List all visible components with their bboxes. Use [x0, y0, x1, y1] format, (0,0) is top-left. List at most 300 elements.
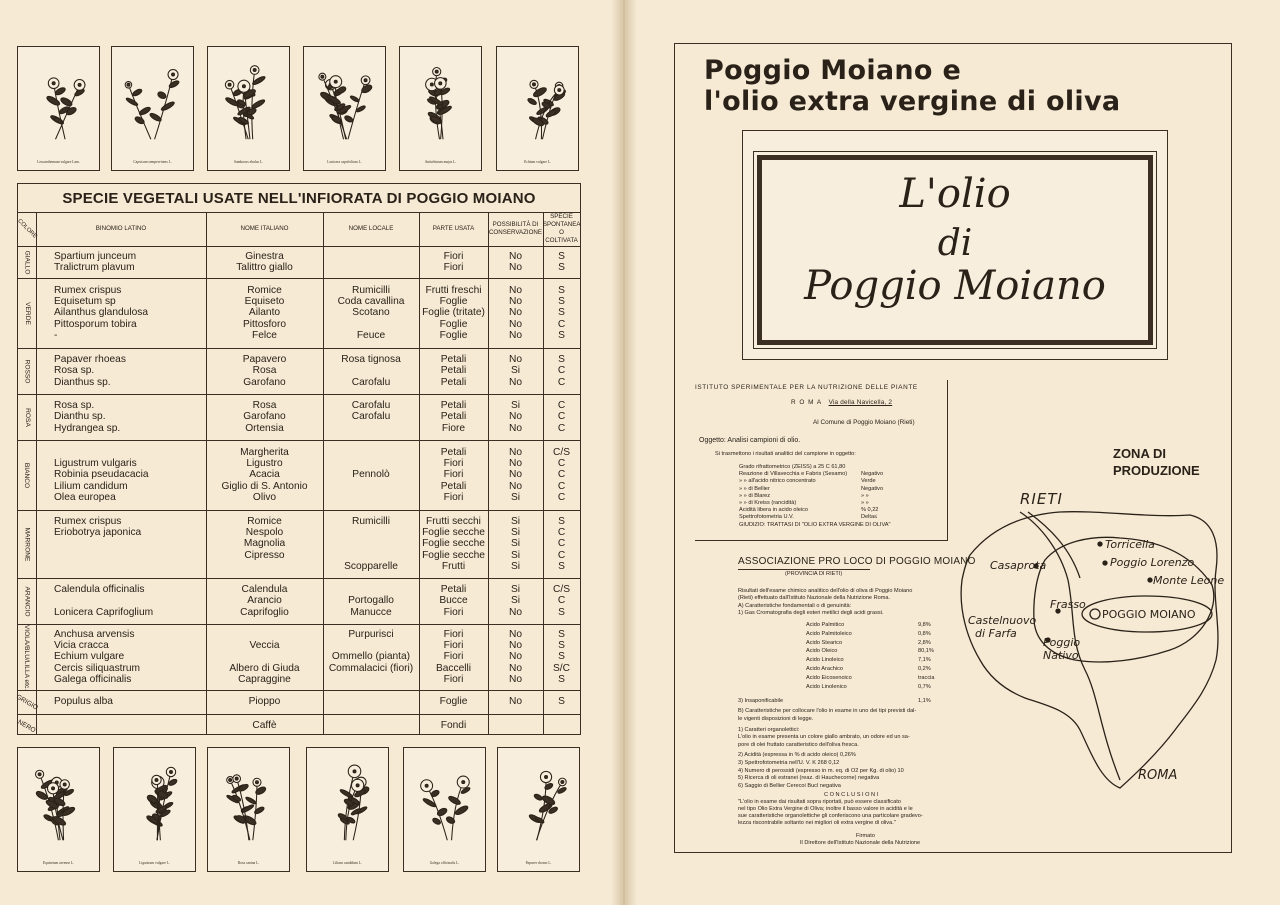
- plate-caption: Leucanthemum vulgare Lam.: [37, 160, 80, 164]
- color-name: ARANCIO: [23, 585, 31, 617]
- cell-line: Rumex crispus: [54, 284, 122, 296]
- cell-line: S: [558, 639, 565, 651]
- color-group-label: [14, 690, 40, 714]
- production-zone-title: [1113, 445, 1200, 479]
- cell-line: Petali: [440, 353, 467, 365]
- result-label: Spettrofotometria U.V.: [739, 514, 794, 521]
- cell-line: S: [558, 628, 565, 640]
- cell-line: Lilium candidum: [54, 480, 128, 492]
- cell-cons: [488, 516, 543, 573]
- cell-line: [323, 481, 419, 492]
- fatty-acid-list: [806, 622, 943, 692]
- cell-line: Fiori: [443, 250, 464, 262]
- column-header: NOME ITALIANO: [240, 225, 289, 232]
- row-rule: [18, 440, 580, 441]
- cell-line: S: [558, 330, 565, 342]
- cell-line: Ligustrum vulgaris: [54, 457, 137, 469]
- cell-line: Fiori: [443, 261, 464, 273]
- color-name: BIANCO: [23, 462, 31, 488]
- map-label-poggio: Poggio: [1043, 636, 1081, 649]
- institute-recipient: Al Comune di Poggio Moiano (Rieti): [813, 419, 915, 426]
- cell-line: No: [508, 651, 523, 663]
- cell-line: Margherita: [240, 446, 289, 458]
- cell-line: Rumex crispus: [54, 515, 122, 527]
- acid-name: Acido Palmitoleico: [806, 630, 852, 637]
- result-row: [739, 500, 939, 507]
- cell-line: Rumicilli: [352, 515, 390, 527]
- column-header: COLORE: [16, 218, 38, 240]
- cell-local: [323, 251, 419, 274]
- cell-line: Ommello (pianta): [331, 651, 411, 663]
- production-zone-map: [950, 480, 1230, 800]
- result-row: [739, 471, 939, 478]
- report-item: [738, 727, 943, 735]
- cell-line: -: [54, 330, 58, 342]
- cell-line: Hydrangea sp.: [54, 422, 121, 434]
- cell-line: C/S: [553, 446, 570, 458]
- cell-line: C: [557, 492, 566, 504]
- result-row: [739, 507, 939, 514]
- color-group-label: [18, 348, 36, 394]
- cell-line: Si: [510, 515, 521, 527]
- cell-line: Si: [510, 492, 521, 504]
- botanical-illustration: [312, 55, 379, 146]
- cell-line: Caffè: [252, 720, 277, 732]
- cell-line: Rosa: [252, 365, 277, 377]
- cell-line: S: [558, 284, 565, 296]
- color-name: MARRONE: [23, 527, 31, 561]
- botanical-illustration: [120, 55, 187, 146]
- cell-line: No: [508, 446, 523, 458]
- cell-part: [419, 696, 488, 707]
- map-label-castelnuovo: Castelnuovo: [968, 614, 1037, 627]
- cell-line: Si: [510, 526, 521, 538]
- cell-line: Echium vulgare: [54, 651, 125, 663]
- cell-line: Talittro giallo: [236, 261, 293, 273]
- column-header: NOME LOCALE: [348, 225, 394, 232]
- acid-name: Acido Palmitico: [806, 622, 845, 628]
- acid-value: 0,7%: [918, 683, 931, 690]
- result-row: [739, 493, 939, 500]
- cell-latin: [54, 629, 140, 686]
- color-name: ROSA: [23, 407, 31, 427]
- botanical-plate: [113, 747, 196, 872]
- cell-line: [54, 595, 153, 606]
- institute-judgment: GIUDIZIO: TRATTASI DI "OLIO EXTRA VERGINE DI OLIVA": [739, 522, 891, 528]
- report-item: [738, 734, 943, 742]
- botanical-plate: [303, 46, 386, 171]
- conclusion-line: sue caratteristiche organolettiche gli conferiscono una particolare gradevo-: [738, 813, 923, 820]
- result-row: [739, 464, 939, 471]
- cell-line: Si: [510, 399, 521, 411]
- result-row: [739, 514, 939, 521]
- result-value: Negativo: [861, 471, 884, 478]
- cell-line: No: [508, 639, 523, 651]
- acid-row: [806, 631, 943, 640]
- color-name: VIOLA/BLU/LILLA etc.: [23, 624, 31, 690]
- botanical-illustration: [408, 55, 475, 146]
- cell-italian: [206, 516, 323, 573]
- result-label: » » di Bellier: [739, 485, 770, 492]
- cell-line: No: [508, 411, 523, 423]
- cell-line: Ailanto: [248, 307, 281, 319]
- result-label: » » di Kreiss (rancidità): [739, 499, 797, 506]
- cell-line: No: [508, 295, 523, 307]
- cell-line: Ortensia: [245, 422, 284, 434]
- cell-line: Garofano: [243, 411, 286, 423]
- plate-caption: Sambucus ebulus L.: [233, 160, 264, 164]
- cell-local: [323, 720, 419, 731]
- cell-part: [419, 629, 488, 686]
- cell-line: No: [508, 696, 523, 708]
- cell-line: Caprifoglio: [240, 606, 289, 618]
- cell-line: [54, 561, 141, 572]
- acid-row: [806, 648, 943, 657]
- cell-cons: [488, 285, 543, 342]
- table-title: SPECIE VEGETALI USATE NELL'INFIORATA DI POGGIO MOIANO: [18, 184, 580, 213]
- cell-italian: [206, 584, 323, 618]
- cell-line: Foglie (tritate): [422, 307, 485, 319]
- cell-line: Pennolò: [352, 469, 390, 481]
- headline-line1: Poggio Moiano e: [704, 55, 962, 86]
- cell-line: Pittosporum tobira: [54, 318, 137, 330]
- institute-address: Via della Navicella, 2: [828, 399, 893, 406]
- acid-name: Acido Stearico: [806, 639, 843, 646]
- cell-line: S: [558, 307, 565, 319]
- headline: [704, 55, 1120, 117]
- cell-line: Fiore: [441, 422, 466, 434]
- result-label: » » di Blarez: [739, 492, 771, 499]
- result-row: [739, 478, 939, 485]
- institute-subject: Oggetto: Analisi campioni di olio.: [699, 437, 801, 444]
- botanical-illustration: [26, 756, 93, 847]
- cell-line: Fondi: [440, 720, 467, 732]
- cell-part: [419, 447, 488, 504]
- botanical-plate: [17, 46, 100, 171]
- cell-spec: [543, 584, 580, 618]
- cell-line: C: [557, 480, 566, 492]
- cell-italian: [206, 285, 323, 342]
- plate-caption: Lilium candidum L.: [333, 861, 362, 865]
- conclusions-title: C O N C L U S I O N I: [824, 792, 879, 799]
- cell-line: Lonicera Caprifoglium: [54, 606, 154, 618]
- report-line: Risultati dell'esame chimico analitico dell'olio di oliva di Poggio Moiano: [738, 588, 913, 594]
- report-item: [738, 783, 943, 791]
- cell-line: Foglie secche: [422, 549, 485, 561]
- result-label: Acidità libera in acido oleico: [739, 507, 809, 514]
- acid-value: 7,1%: [918, 657, 931, 664]
- cell-line: Coda cavallina: [337, 295, 405, 307]
- cell-line: Si: [510, 549, 521, 561]
- cell-line: [323, 365, 419, 376]
- botanical-plate: [207, 46, 290, 171]
- botanical-plate: [497, 747, 580, 872]
- cell-line: S: [558, 606, 565, 618]
- plate-caption: Galega officinalis L.: [429, 861, 460, 865]
- cell-spec: [543, 251, 580, 274]
- map-label-farfa: di Farfa: [975, 627, 1017, 640]
- botanical-illustration: [26, 55, 93, 146]
- color-name: GRIGIO: [14, 693, 40, 711]
- header-rule: [18, 246, 580, 247]
- report-line: (Rieti) effettuato dall'Istituto Nazionale della Nutrizione Roma.: [738, 595, 891, 601]
- cell-line: No: [508, 422, 523, 434]
- map-torricella-marker: [1098, 542, 1102, 546]
- cell-line: Manucce: [350, 606, 392, 618]
- color-group-label: [18, 394, 36, 440]
- cell-line: C: [557, 422, 566, 434]
- cell-line: C: [557, 318, 566, 330]
- acid-value: traccia: [918, 674, 935, 681]
- cell-latin: [54, 251, 136, 274]
- cell-line: Fiori: [443, 492, 464, 504]
- cell-spec: [543, 629, 580, 686]
- botanical-plate: [403, 747, 486, 872]
- cell-cons: [488, 696, 543, 707]
- botanical-illustration: [412, 756, 479, 847]
- cell-line: [323, 447, 419, 458]
- cell-line: Petali: [440, 583, 467, 595]
- cell-line: Foglie: [439, 696, 468, 708]
- cell-italian: [206, 447, 323, 504]
- cell-line: Vicia cracca: [54, 639, 109, 651]
- result-value: Delta≤: [861, 514, 878, 521]
- cell-line: [323, 458, 419, 469]
- conclusion-line: lezza riscontrabile soltanto nei migliori oli extra vergine di oliva.": [738, 820, 896, 827]
- cell-line: Dianthus sp.: [54, 376, 111, 388]
- map-lorenzo-marker: [1103, 561, 1107, 565]
- cell-line: No: [508, 307, 523, 319]
- cell-line: [323, 640, 419, 651]
- cell-spec: [543, 720, 580, 731]
- cell-line: Petali: [440, 480, 467, 492]
- cell-line: Petali: [440, 446, 467, 458]
- cell-line: C: [557, 595, 566, 607]
- cell-spec: [543, 447, 580, 504]
- cell-line: S: [558, 515, 565, 527]
- color-name: VERDE: [23, 301, 31, 325]
- cell-local: [323, 400, 419, 434]
- cell-line: Rosa tignosa: [341, 353, 401, 365]
- acid-name: Acido Eicosenoico: [806, 674, 852, 681]
- cell-line: C: [557, 365, 566, 377]
- report-item: [738, 752, 943, 760]
- cell-local: [323, 516, 419, 573]
- cell-line: Carofalu: [351, 411, 391, 423]
- acid-row: [806, 666, 943, 675]
- headline-line2: l'olio extra vergine di oliva: [704, 86, 1121, 117]
- report-item: [738, 760, 943, 768]
- cell-line: Purpurisci: [348, 628, 394, 640]
- cell-part: [419, 516, 488, 573]
- cell-cons: [488, 251, 543, 274]
- cell-line: No: [508, 662, 523, 674]
- cell-line: S: [558, 261, 565, 273]
- cell-line: Petali: [440, 365, 467, 377]
- plate-caption: Capsicum sempervirens L.: [133, 160, 172, 164]
- result-value: Verde: [861, 478, 876, 485]
- cell-line: Equisetum sp: [54, 295, 116, 307]
- cell-line: Anchusa arvensis: [54, 628, 135, 640]
- plate-caption: Lonicera caprifolium L.: [327, 160, 362, 164]
- report-item-text: L'olio in esame presenta un colore giallo ambrato, un odore ed un sa-: [738, 734, 910, 741]
- result-value: % 0,22: [861, 507, 879, 514]
- report-item-text: 2) Acidità (espressa in % di acido oleico) 0,26%: [738, 752, 856, 759]
- cell-line: Olivo: [252, 492, 277, 504]
- cell-line: Petali: [440, 411, 467, 423]
- acid-row: [806, 684, 943, 693]
- cell-italian: [206, 629, 323, 686]
- cell-line: Populus alba: [54, 696, 113, 708]
- map-moiano-marker: [1090, 609, 1100, 619]
- cell-line: C: [557, 469, 566, 481]
- color-name: GIALLO: [23, 250, 31, 274]
- botanical-plate: [111, 46, 194, 171]
- color-group-label: [18, 510, 36, 578]
- map-label-casaprota: Casaprota: [990, 559, 1047, 572]
- report-item-text: 5) Ricerca di oli estranei (reaz. di Hauchecorne) negativa: [738, 775, 880, 782]
- cell-line: Rosa sp.: [54, 399, 95, 411]
- cell-line: Cipresso: [244, 549, 285, 561]
- cell-latin: [54, 400, 120, 434]
- row-rule: [18, 624, 580, 625]
- color-name: ROSSO: [23, 359, 31, 383]
- institute-results: [739, 464, 939, 522]
- report-item: [738, 708, 943, 716]
- plate-caption: Equisetum arvense L.: [42, 861, 75, 865]
- cell-spec: [543, 516, 580, 573]
- cell-cons: [488, 447, 543, 504]
- column-header: SPECIE SPONTANEA O COLTIVATA: [542, 213, 581, 244]
- result-row: [739, 486, 939, 493]
- acid-value: 9,8%: [918, 622, 931, 628]
- cell-latin: [54, 584, 153, 618]
- color-group-label: [18, 278, 36, 348]
- cell-line: [323, 423, 419, 434]
- cell-line: Ligustro: [246, 457, 283, 469]
- cell-line: Petali: [440, 376, 467, 388]
- map-leone-marker: [1148, 578, 1152, 582]
- report-item-text: 1) Caratteri organolettici:: [738, 726, 800, 733]
- cell-latin: [54, 285, 148, 342]
- acid-value: 2,8%: [918, 639, 931, 646]
- cell-line: Foglie secche: [422, 526, 485, 538]
- cell-line: Arancio: [247, 595, 282, 607]
- cell-line: Fiori: [443, 469, 464, 481]
- acid-row: [806, 675, 943, 684]
- report-item-text: le vigenti disposizioni di legge.: [738, 715, 814, 722]
- result-value: » »: [861, 492, 869, 499]
- cell-line: No: [508, 457, 523, 469]
- acid-name: Acido Arachico: [806, 665, 844, 672]
- cell-line: [206, 651, 323, 662]
- cell-line: No: [508, 330, 523, 342]
- signer: Il Direttore dell'Istituto Nazionale della Nutrizione: [800, 840, 921, 847]
- cell-line: Foglie: [439, 318, 468, 330]
- conclusion-line: "L'olio in esame dai risultati sopra riportati, può essere classificato: [738, 799, 901, 806]
- cell-line: [206, 561, 323, 572]
- signature-label: Firmato: [856, 833, 875, 840]
- cell-line: Foglie: [439, 330, 468, 342]
- association-report: [738, 588, 943, 847]
- cell-line: Si: [510, 583, 521, 595]
- olive-oil-certificate: [742, 130, 1168, 360]
- cell-line: No: [508, 376, 523, 388]
- cell-line: [323, 696, 419, 707]
- acid-name: Acido Linoleico: [806, 657, 844, 664]
- botanical-plate: [17, 747, 100, 872]
- cell-line: S: [558, 353, 565, 365]
- cell-line: Papavero: [242, 353, 287, 365]
- cell-line: Albero di Giuda: [229, 662, 300, 674]
- column-header: PARTE USATA: [432, 225, 475, 232]
- botanical-plate: [496, 46, 579, 171]
- result-label: Grado rifrattometrico (ZEISS) a 25 C 61,80: [739, 464, 846, 470]
- cell-line: [488, 720, 543, 731]
- cell-line: [54, 447, 149, 458]
- cell-line: Portogallo: [348, 595, 394, 607]
- cell-line: No: [508, 261, 523, 273]
- cell-cons: [488, 584, 543, 618]
- cell-line: Bucce: [439, 595, 468, 607]
- cell-local: [323, 354, 419, 388]
- cell-line: Frutti freschi: [425, 284, 482, 296]
- row-rule: [18, 510, 580, 511]
- map-label-roma: ROMA: [1138, 768, 1178, 783]
- cell-line: Si: [510, 561, 521, 573]
- cell-line: Olea europea: [54, 492, 116, 504]
- cell-line: Fiori: [443, 606, 464, 618]
- cell-line: Carofalu: [351, 399, 391, 411]
- cell-line: S: [558, 250, 565, 262]
- cell-line: [206, 629, 323, 640]
- color-group-label: [18, 578, 36, 624]
- cell-italian: [206, 251, 323, 274]
- report-item: [738, 775, 943, 783]
- result-value: Negativo: [861, 485, 884, 492]
- acid-name: Acido Linolenico: [806, 683, 847, 690]
- cell-local: [323, 447, 419, 504]
- cell-part: [419, 354, 488, 388]
- cell-line: [323, 720, 419, 731]
- cell-line: [323, 262, 419, 273]
- plate-caption: Papaver rhoeas L.: [525, 861, 552, 865]
- color-group-label: [18, 440, 36, 510]
- cell-line: Frutti secchi: [426, 515, 481, 527]
- cell-line: [323, 251, 419, 262]
- color-group-label: [18, 246, 36, 278]
- cell-line: Commalacici (fiori): [328, 662, 414, 674]
- cell-line: Frutti: [441, 561, 466, 573]
- cell-line: Rosa: [252, 399, 277, 411]
- cell-line: Cercis siliquastrum: [54, 662, 141, 674]
- cell-line: C/S: [553, 583, 570, 595]
- cell-line: C: [557, 549, 566, 561]
- cell-line: Ginestra: [245, 250, 284, 262]
- cell-line: C: [557, 411, 566, 423]
- cell-cons: [488, 629, 543, 686]
- association-province: (PROVINCIA DI RIETI): [785, 571, 843, 577]
- acid-row: [806, 622, 943, 631]
- cell-line: C: [557, 376, 566, 388]
- cell-latin: [54, 516, 141, 573]
- cell-line: No: [508, 469, 523, 481]
- cell-line: No: [508, 628, 523, 640]
- certificate-line2: di: [937, 223, 973, 264]
- cell-line: Magnolia: [243, 538, 286, 550]
- cell-line: Ailanthus glandulosa: [54, 307, 149, 319]
- institute-name: ISTITUTO SPERIMENTALE PER LA NUTRIZIONE DELLE PIANTE: [695, 384, 918, 391]
